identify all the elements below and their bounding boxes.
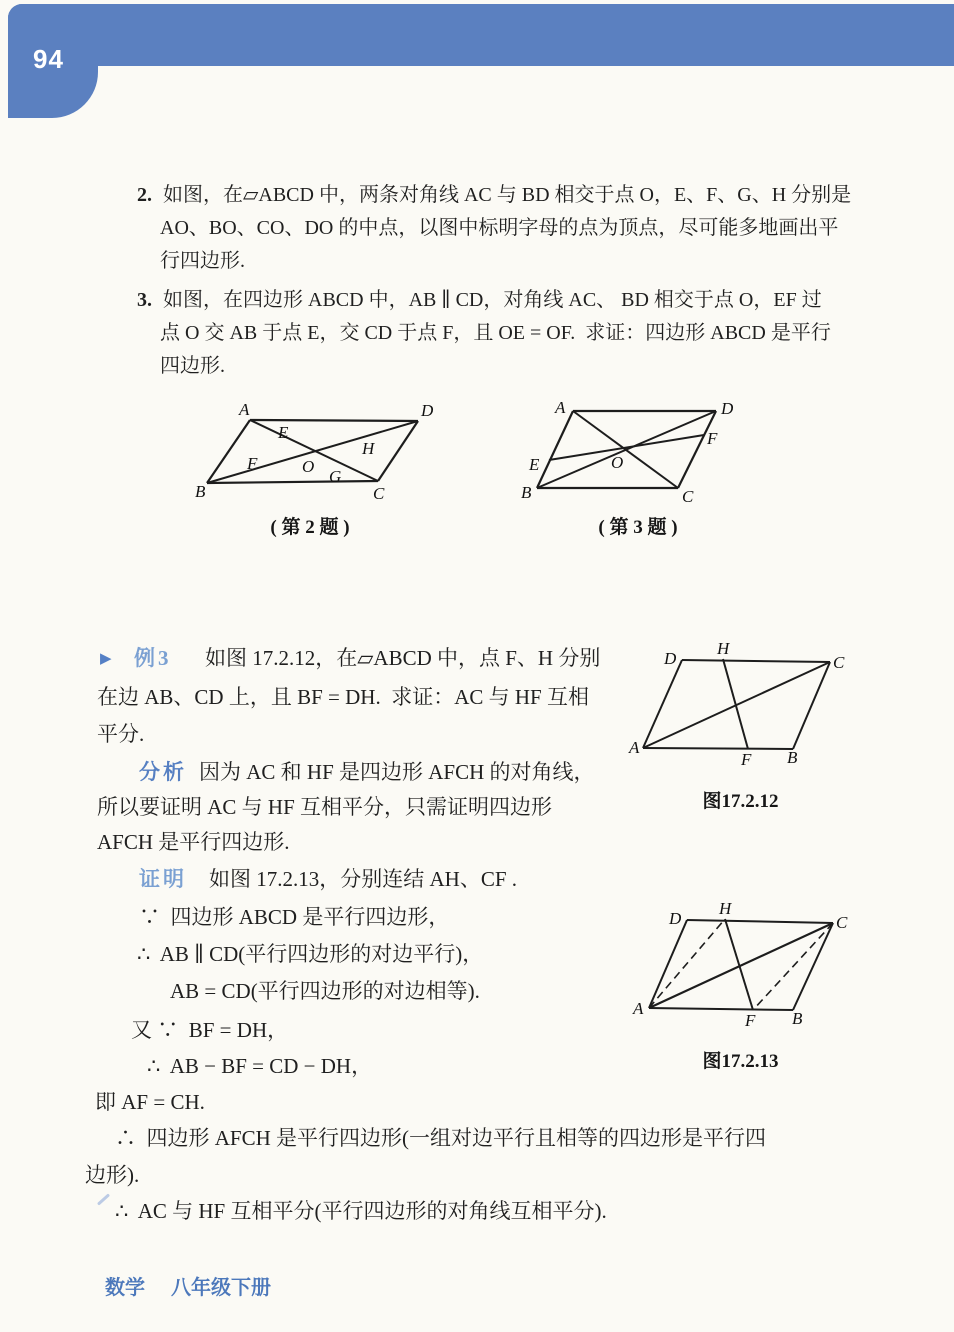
figure-17-2-13 [633,895,848,1035]
dashed-segment-AH [649,919,725,1008]
proof-step: ∴ AC 与 HF 互相平分(平行四边形的对角线互相平分). [115,1199,607,1223]
footer [105,1271,271,1300]
problem2-line: 行四边形. [160,250,245,272]
proof-step: ∴ 四边形 AFCH 是平行四边形(一组对边平行且相等的四边形是平行四 [115,1126,767,1150]
segment-EF [549,435,704,460]
vertex-label-C: C [373,484,385,503]
proof-step: AB = CD(平行四边形的对边相等). [170,979,480,1003]
point-label-F: F [741,750,752,769]
side-AB [649,1008,793,1010]
vertex-label-A: A [629,738,640,757]
problem3-number: 3. [137,289,152,311]
segment-HF [723,659,748,749]
problem2-line: AO、BO、CO、DO 的中点，以图中标明字母的点为顶点，尽可能多地画出平 [160,217,839,239]
figure-17-2-12 [628,640,843,770]
example-label: 例3 [134,646,172,670]
proof-step: ∴ AB − BF = CD − DH， [147,1054,373,1078]
vertex-label-D: D [421,401,434,420]
problem3-line: 如图，在四边形 ABCD 中，AB ∥ CD，对角线 AC、 BD 相交于点 O，EF 过 [163,289,822,311]
side-AD [649,920,687,1008]
vertex-label-D: D [669,909,682,928]
proof-step: 即 AF = CH. [95,1090,205,1114]
analysis-line: 因为 AC 和 HF 是四边形 AFCH 的对角线， [199,760,595,784]
midpoint-label-E: E [278,423,289,442]
vertex-label-D: D [721,399,734,418]
proof-step: 又 ∵ BF = DH， [131,1018,289,1042]
vertex-label-B: B [787,748,798,767]
side-AD [643,660,682,748]
side-CB [207,481,378,483]
analysis-label: 分析 [139,760,187,784]
vertex-label-A: A [633,999,644,1018]
footer-volume: 八年级下册 [171,1277,271,1299]
proof-intro: 如图 17.2.13，分别连结 AH、CF . [209,867,518,891]
dashed-segment-CF [753,923,833,1010]
footer-subject: 数学 [105,1277,145,1299]
midpoint-label-H: H [362,439,375,458]
point-label-E: E [529,455,540,474]
analysis-line: 所以要证明 AC 与 HF 互相平分，只需证明四边形 [97,795,553,819]
problem3-line: 点 O 交 AB 于点 E，交 CD 于点 F，且 OE = OF. 求证：四边形 ABCD 是平行 [160,322,831,344]
proof-label: 证明 [139,867,187,891]
diagonal-AC [649,923,833,1008]
vertex-label-A: A [239,400,250,419]
problem3-line: 四边形. [160,355,225,377]
figure-17-2-13-caption: 图17.2.13 [702,1051,779,1072]
figure-17-2-12-caption: 图17.2.12 [702,791,779,812]
vertex-label-B: B [521,483,532,502]
vertex-label-B: B [792,1009,803,1028]
point-label-F: F [745,1011,756,1030]
vertex-label-C: C [836,913,848,932]
segment-HF [725,919,753,1010]
problem2-number: 2. [137,184,152,206]
side-AD [250,420,418,421]
midpoint-label-G: G [329,467,342,486]
figure-problem3-caption: ( 第 3 题 ) [598,517,678,538]
example-line: 在边 AB、CD 上，且 BF = DH. 求证：AC 与 HF 互相 [97,685,589,709]
point-label-H: H [717,639,730,658]
pencil-mark [97,1193,110,1205]
point-label-H: H [719,899,732,918]
vertex-label-C: C [682,487,694,506]
proof-step: ∴ AB ∥ CD(平行四边形的对边平行)， [137,942,484,966]
side-BC [793,923,833,1010]
vertex-label-D: D [664,649,677,668]
vertex-label-B: B [195,482,206,501]
vertex-label-C: C [833,653,845,672]
side-BA [207,420,250,483]
header-band [8,4,954,66]
side-DC [682,660,830,662]
problem2-line: 如图，在▱ABCD 中，两条对角线 AC 与 BD 相交于点 O，E、F、G、H 分别是 [163,184,852,206]
proof-step: ∵ 四边形 ABCD 是平行四边形， [139,905,450,929]
side-DC [687,920,833,923]
intersection-label-O: O [302,457,315,476]
side-BC [793,662,830,749]
side-AB [643,748,793,749]
side-DC [678,411,716,488]
vertex-label-A: A [555,398,566,417]
example-line: 平分. [97,722,145,746]
point-label-F: F [707,429,718,448]
diagonal-BD [537,411,716,488]
page-number: 94 [33,44,64,74]
example-arrow-icon: ▶ [100,651,112,667]
figure-problem2-caption: ( 第 2 题 ) [270,517,350,538]
side-BA [537,411,573,488]
midpoint-label-F: F [247,454,258,473]
figure-problem3 [495,398,734,516]
proof-step: 边形). [85,1163,140,1187]
analysis-line: AFCH 是平行四边形. [97,830,290,854]
intersection-label-O: O [611,453,624,472]
figure-problem2 [175,398,490,516]
example-line: 如图 17.2.12，在▱ABCD 中，点 F、H 分别 [205,646,601,670]
